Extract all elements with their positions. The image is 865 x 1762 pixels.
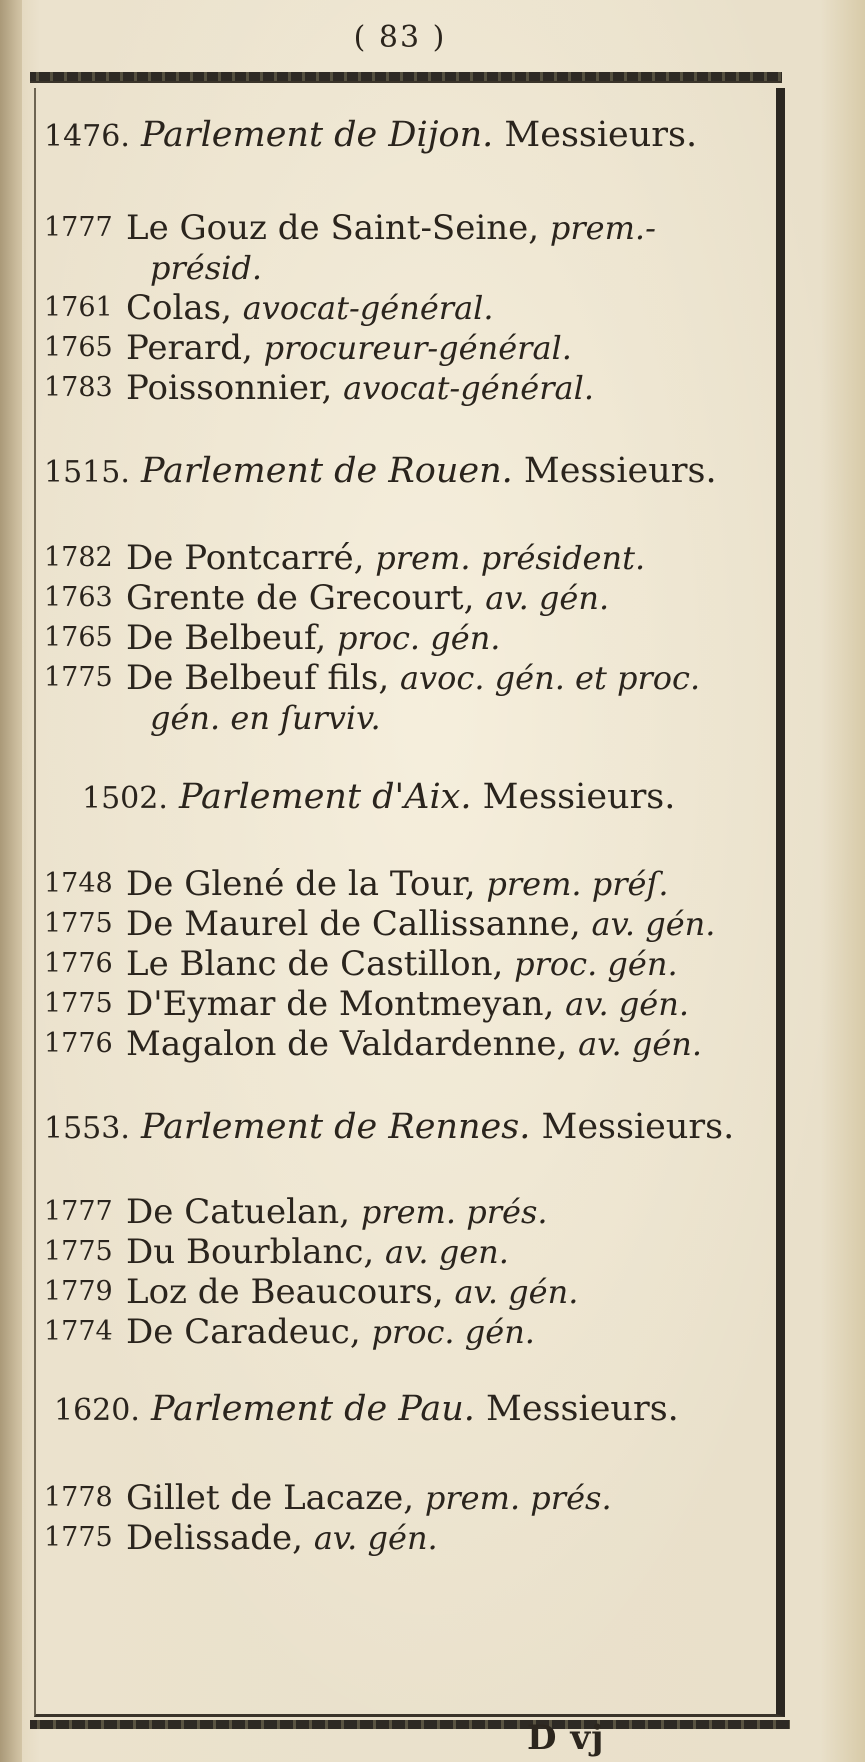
entry-row (44, 1232, 769, 1272)
entry-name: Gillet de Lacaze, (126, 1478, 415, 1518)
entry-role: av. gén. (565, 985, 690, 1023)
entry-role: avocat-général. (242, 289, 494, 327)
entry-name: De Maurel de Callissanne, (126, 904, 581, 944)
entry-name: Grente de Grecourt, (126, 578, 475, 618)
entry-year: 1765 (44, 622, 113, 653)
entry-year: 1774 (44, 1316, 113, 1347)
entry-year: 1777 (44, 212, 113, 243)
entry-name: De Caradeuc, (126, 1312, 361, 1352)
entry-year: 1776 (44, 948, 113, 979)
entry-name: Poissonnier, (126, 368, 333, 408)
section-messieurs: Messieurs. (482, 777, 676, 817)
entry-role: av. gén. (485, 579, 610, 617)
entry-row (44, 538, 769, 578)
entry-row (44, 1024, 769, 1064)
entry-name: D'Eymar de Montmeyan, (126, 984, 555, 1024)
section-heading (44, 1386, 769, 1434)
entry-role: av. gen. (385, 1233, 509, 1271)
section-title: Parlement de Rouen. (141, 451, 513, 491)
entry-year: 1782 (44, 542, 113, 573)
section-year: 1476. (44, 119, 130, 154)
entry-year: 1775 (44, 908, 113, 939)
section-title: Parlement de Rennes. (141, 1107, 531, 1147)
section-heading (44, 112, 769, 160)
entry-role: prem. préſ. (486, 865, 669, 903)
entry-role: proc. gén. (514, 945, 678, 983)
entry-row (44, 904, 769, 944)
entry-row (44, 864, 769, 904)
section-pau (44, 1386, 769, 1558)
entry-name: Perard, (126, 328, 253, 368)
entry-row (44, 1312, 769, 1352)
entry-year: 1776 (44, 1028, 113, 1059)
entry-year: 1783 (44, 372, 113, 403)
entry-row (44, 984, 769, 1024)
entry-name: Colas, (126, 288, 232, 328)
entry-role: av. gén. (454, 1273, 579, 1311)
page-number: ( 83 ) (353, 20, 447, 55)
section-heading (44, 448, 769, 496)
entry-name: De Belbeuf fils, (126, 658, 390, 698)
entry-name: Magalon de Valdardenne, (126, 1024, 568, 1064)
entry-name: Le Blanc de Castillon, (126, 944, 504, 984)
entry-row (44, 578, 769, 618)
section-heading (44, 774, 769, 822)
entry-year: 1761 (44, 292, 113, 323)
entry-name: Le Gouz de Saint-Seine, (126, 208, 540, 248)
section-year: 1553. (44, 1111, 130, 1146)
section-messieurs: Messieurs. (486, 1389, 679, 1429)
entry-continuation: gén. en ſurviv. (150, 699, 381, 737)
entry-year: 1775 (44, 988, 113, 1019)
top-ornamental-rule (30, 72, 782, 83)
entry-role: prem. président. (375, 539, 646, 577)
entry-role: av. gén. (591, 905, 716, 943)
entry-row (44, 208, 769, 288)
section-heading (44, 1104, 769, 1152)
entry-name: Du Bourblanc, (126, 1232, 375, 1272)
entry-year: 1778 (44, 1482, 113, 1513)
entry-year: 1775 (44, 662, 113, 693)
content (44, 112, 769, 1558)
section-title: Parlement de Dijon. (141, 115, 494, 155)
section-rouen (44, 448, 769, 738)
entry-role: prem. prés. (360, 1193, 548, 1231)
signature-mark: D vj (527, 1718, 605, 1758)
entry-role: proc. gén. (371, 1313, 535, 1351)
entry-row (44, 1518, 769, 1558)
section-messieurs: Messieurs. (504, 115, 698, 155)
section-dijon (44, 112, 769, 408)
section-messieurs: Messieurs. (541, 1107, 735, 1147)
entry-name: Delissade, (126, 1518, 303, 1558)
entry-year: 1763 (44, 582, 113, 613)
entry-role: prem.- (549, 209, 656, 247)
entry-name: De Pontcarré, (126, 538, 365, 578)
entry-role: av. gén. (578, 1025, 703, 1063)
entry-role: avoc. gén. et proc. (399, 659, 701, 697)
entry-row (44, 368, 769, 408)
entry-role: avocat-général. (343, 369, 594, 407)
section-year: 1515. (44, 455, 130, 490)
entry-row (44, 618, 769, 658)
entry-year: 1775 (44, 1236, 113, 1267)
entry-row (44, 328, 769, 368)
entry-name: De Glené de la Tour, (126, 864, 476, 904)
entry-name: De Catuelan, (126, 1192, 351, 1232)
entry-row (44, 944, 769, 984)
entry-role: av. gén. (313, 1519, 438, 1557)
entry-role: prem. prés. (424, 1479, 612, 1517)
section-year: 1502. (82, 781, 168, 816)
bottom-ornamental-rule (30, 1720, 790, 1729)
section-rennes (44, 1104, 769, 1352)
entry-year: 1765 (44, 332, 113, 363)
section-messieurs: Messieurs. (523, 451, 717, 491)
entry-role: procureur-général. (263, 329, 572, 367)
entry-year: 1777 (44, 1196, 113, 1227)
binding-gutter (0, 0, 22, 1762)
section-title: Parlement d'Aix. (179, 777, 472, 817)
section-title: Parlement de Pau. (151, 1389, 475, 1429)
entry-row (44, 288, 769, 328)
entry-year: 1779 (44, 1276, 113, 1307)
entry-year: 1748 (44, 868, 113, 899)
entry-name: De Belbeuf, (126, 618, 327, 658)
entry-row (44, 1192, 769, 1232)
entry-continuation: présid. (150, 249, 263, 287)
entry-name: Loz de Beaucours, (126, 1272, 444, 1312)
section-aix (44, 774, 769, 1064)
entry-year: 1775 (44, 1522, 113, 1553)
entry-row (44, 658, 769, 738)
entry-row (44, 1272, 769, 1312)
entry-row (44, 1478, 769, 1518)
section-year: 1620. (54, 1393, 140, 1428)
entry-role: proc. gén. (336, 619, 501, 657)
